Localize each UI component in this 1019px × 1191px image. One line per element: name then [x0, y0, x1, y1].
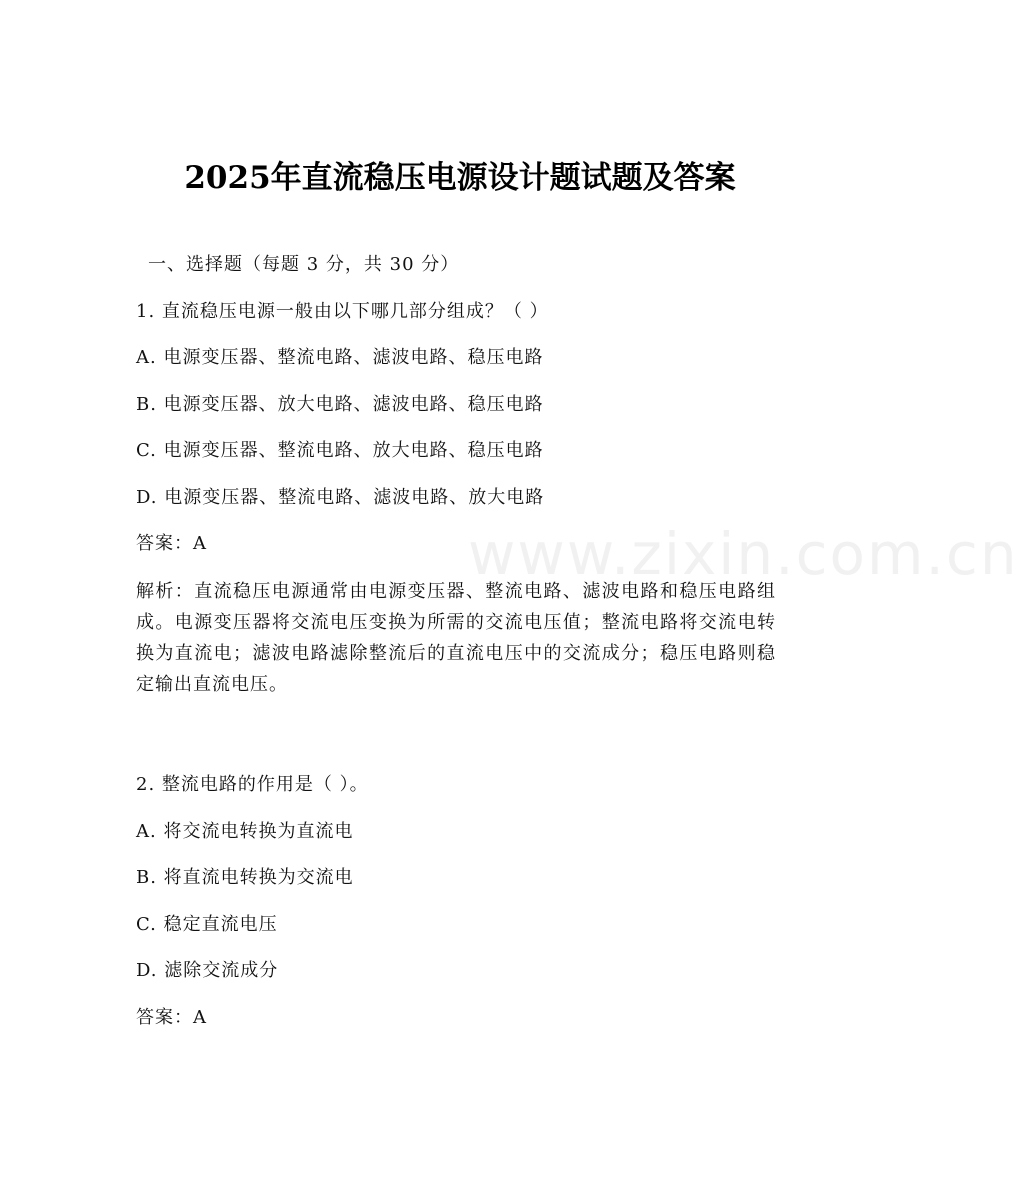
answer: 答案：A: [136, 1006, 207, 1028]
option-a: A. 将交流电转换为直流电: [136, 820, 354, 842]
document-title: 2025年直流稳压电源设计题试题及答案: [184, 160, 736, 196]
option-b: B. 电源变压器、放大电路、滤波电路、稳压电路: [136, 393, 544, 415]
option-d: D. 电源变压器、整流电路、滤波电路、放大电路: [136, 486, 545, 508]
option-a: A. 电源变压器、整流电路、滤波电路、稳压电路: [136, 347, 544, 368]
question-stem: 1. 直流稳压电源一般由以下哪几部分组成？（ ）: [136, 300, 549, 322]
option-b: B. 将直流电转换为交流电: [136, 867, 354, 888]
watermark: www.zixin.com.cn: [468, 520, 1019, 588]
option-d: D. 滤除交流成分: [136, 960, 279, 981]
analysis: 解析：直流稳压电源通常由电源变压器、整流电路、滤波电路和稳压电路组成。电源变压器将交流电压变换为所需的交流电压值；整流电路将交流电转换为直流电；滤波电路滤除整流后的直流电压中的交流成分；稳压电路则稳定输出直流电压。: [136, 580, 776, 695]
spacer: [136, 716, 776, 770]
question-1: [136, 297, 776, 700]
option-c: C. 电源变压器、整流电路、放大电路、稳压电路: [136, 440, 544, 461]
document-body: [136, 250, 776, 1049]
question-stem: 2. 整流电路的作用是（ ）。: [136, 774, 369, 795]
question-2: [136, 770, 776, 1033]
option-c: C. 稳定直流电压: [136, 913, 278, 935]
section-heading: 一、选择题（每题 3 分，共 30 分）: [148, 254, 460, 275]
answer: 答案：A: [136, 533, 207, 554]
